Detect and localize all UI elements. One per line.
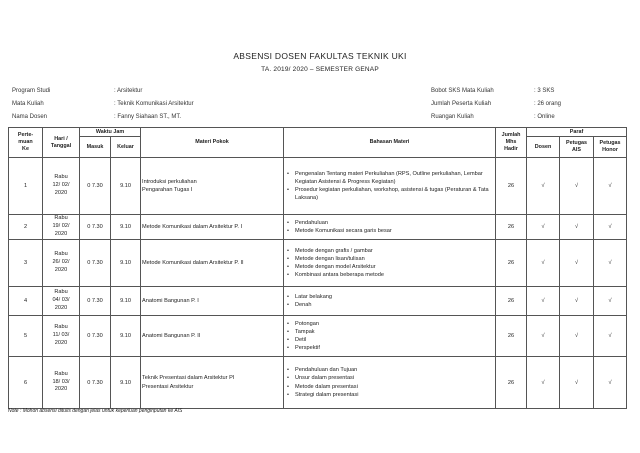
bahasan-list	[285, 247, 494, 279]
paraf-dosen-check: √	[527, 287, 560, 316]
bahasan-list	[285, 170, 494, 202]
footer-note: Note : Mohon absensi ditulis dengan jelas untuk keperluan penginputan ke AIS	[8, 408, 183, 414]
materi-pokok-line: Metode Komunikasi dalam Arsitektur P. II	[142, 259, 244, 266]
time-in: 0 7.30	[80, 316, 111, 357]
paraf-ais-check: √	[560, 158, 594, 215]
materi-pokok-line: Metode Komunikasi dalam Arsitektur P. I	[142, 223, 243, 230]
jumlah-hadir: 26	[496, 316, 527, 357]
bahasan-materi-cell	[284, 240, 496, 287]
time-in: 0 7.30	[80, 287, 111, 316]
pertemuan-number: 4	[9, 287, 43, 316]
time-out: 9.10	[111, 316, 141, 357]
pertemuan-number: 5	[9, 316, 43, 357]
paraf-honor-check: √	[594, 158, 627, 215]
header-pertemuan: Perte- muan Ke	[9, 128, 43, 158]
materi-pokok-line: Anatomi Bangunan P. I	[142, 297, 199, 304]
header-masuk: Masuk	[80, 137, 111, 158]
bahasan-list	[285, 219, 494, 235]
jumlah-hadir: 26	[496, 158, 527, 215]
time-in: 0 7.30	[80, 215, 111, 240]
table-row	[9, 316, 627, 357]
header-jumlah-mhs: Jumlah Mhs Hadir	[496, 128, 527, 158]
paraf-dosen-check: √	[527, 215, 560, 240]
paraf-honor-check: √	[594, 316, 627, 357]
attendance-table	[8, 127, 627, 409]
paraf-honor-check: √	[594, 215, 627, 240]
materi-pokok-cell	[141, 158, 284, 215]
bahasan-item: • Metode dengan model Arsitektur	[285, 263, 494, 271]
ruangan-kuliah-label: Ruangan Kuliah	[431, 114, 474, 120]
bahasan-materi-cell	[284, 357, 496, 409]
bahasan-item: • Metode dengan grafis / gambar	[285, 247, 494, 255]
nama-dosen-label: Nama Dosen	[12, 114, 48, 120]
bahasan-item: • Unsur dalam presentasi	[285, 374, 494, 382]
document-subtitle: TA. 2019/ 2020 – SEMESTER GENAP	[261, 66, 379, 73]
header-paraf: Paraf	[527, 128, 627, 137]
paraf-ais-check: √	[560, 287, 594, 316]
table-row	[9, 357, 627, 409]
document-title: ABSENSI DOSEN FAKULTAS TEKNIK UKI	[233, 51, 407, 61]
materi-pokok-cell	[141, 357, 284, 409]
time-in: 0 7.30	[80, 357, 111, 409]
paraf-dosen-check: √	[527, 357, 560, 409]
bahasan-item: • Pengenalan Tentang materi Perkuliahan (RPS, Outline perkuliahan, Lembar Kegiatan Asistensi & Progress Kegiatan)	[285, 170, 494, 186]
header-hari-tanggal: Hari / Tanggal	[43, 128, 80, 158]
header-petugas-ais: Petugas AIS	[560, 137, 594, 158]
time-out: 9.10	[111, 215, 141, 240]
session-date: Rabu 19/ 02/ 2020	[43, 215, 80, 240]
table-row	[9, 215, 627, 240]
bahasan-materi-cell	[284, 316, 496, 357]
paraf-honor-check: √	[594, 287, 627, 316]
table-row	[9, 287, 627, 316]
materi-pokok-cell	[141, 215, 284, 240]
materi-pokok-cell	[141, 287, 284, 316]
time-out: 9.10	[111, 357, 141, 409]
paraf-honor-check: √	[594, 357, 627, 409]
ruangan-kuliah-value: : Online	[534, 114, 555, 120]
bahasan-item: • Strategi dalam presentasi	[285, 391, 494, 399]
jumlah-hadir: 26	[496, 240, 527, 287]
time-out: 9.10	[111, 287, 141, 316]
program-studi-value: : Arsitektur	[114, 88, 143, 94]
bahasan-item: • Kombinasi antara beberapa metode	[285, 271, 494, 279]
materi-pokok-line: Pengarahan Tugas I	[142, 187, 193, 193]
paraf-ais-check: √	[560, 215, 594, 240]
bahasan-item: • Prosedur kegiatan perkuliahan, workshop, asistensi & tugas (Peraturan & Tata Laksana)	[285, 186, 494, 202]
header-keluar: Keluar	[111, 137, 141, 158]
materi-pokok-line: Introduksi perkuliahan	[142, 178, 197, 185]
jumlah-hadir: 26	[496, 357, 527, 409]
materi-pokok-line: Anatomi Bangunan P. II	[142, 332, 201, 339]
bahasan-materi-cell	[284, 158, 496, 215]
jumlah-peserta-label: Jumlah Peserta Kuliah	[431, 101, 492, 107]
session-date: Rabu 11/ 03/ 2020	[43, 316, 80, 357]
header-bahasan-materi: Bahasan Materi	[284, 128, 496, 158]
pertemuan-number: 6	[9, 357, 43, 409]
jumlah-hadir: 26	[496, 215, 527, 240]
paraf-dosen-check: √	[527, 158, 560, 215]
bahasan-item: • Metode Komunikasi secara garis besar	[285, 227, 494, 235]
bahasan-list	[285, 366, 494, 398]
materi-pokok-line: Presentasi Arsitektur	[142, 383, 194, 390]
table-row	[9, 158, 627, 215]
header-waktu-jam: Waktu Jam	[80, 128, 141, 137]
bahasan-item: • Pendahuluan	[285, 219, 494, 227]
bahasan-item: • Metode dalam presentasi	[285, 383, 494, 391]
header-materi-pokok: Materi Pokok	[141, 128, 284, 158]
bahasan-item: • Perspektif	[285, 344, 494, 352]
mata-kuliah-value: : Teknik Komunikasi Arsitektur	[114, 101, 194, 107]
paraf-dosen-check: √	[527, 240, 560, 287]
session-date: Rabu 04/ 03/ 2020	[43, 287, 80, 316]
pertemuan-number: 1	[9, 158, 43, 215]
time-out: 9.10	[111, 158, 141, 215]
bahasan-item: • Metode dengan lisan/tulisan	[285, 255, 494, 263]
header-petugas-honor: Petugas Honor	[594, 137, 627, 158]
mata-kuliah-label: Mata Kuliah	[12, 101, 44, 107]
paraf-ais-check: √	[560, 240, 594, 287]
pertemuan-number: 3	[9, 240, 43, 287]
bahasan-item: • Denah	[285, 301, 494, 309]
session-date: Rabu 12/ 02/ 2020	[43, 158, 80, 215]
pertemuan-number: 2	[9, 215, 43, 240]
materi-pokok-cell	[141, 240, 284, 287]
bahasan-item: • Potongan	[285, 320, 494, 328]
bahasan-list	[285, 320, 494, 352]
bahasan-item: • Pendahuluan dan Tujuan	[285, 366, 494, 374]
bahasan-item: • Detil	[285, 336, 494, 344]
paraf-dosen-check: √	[527, 316, 560, 357]
nama-dosen-value: : Fanny Siahaan ST., MT.	[114, 114, 182, 120]
table-row	[9, 240, 627, 287]
bobot-sks-label: Bobot SKS Mata Kuliah	[431, 88, 494, 94]
time-in: 0 7.30	[80, 240, 111, 287]
session-date: Rabu 26/ 02/ 2020	[43, 240, 80, 287]
time-in: 0 7.30	[80, 158, 111, 215]
bobot-sks-value: : 3 SKS	[534, 88, 555, 94]
time-out: 9.10	[111, 240, 141, 287]
bahasan-item: • Tampak	[285, 328, 494, 336]
materi-pokok-cell	[141, 316, 284, 357]
bahasan-materi-cell	[284, 215, 496, 240]
paraf-honor-check: √	[594, 240, 627, 287]
jumlah-peserta-value: : 26 orang	[534, 101, 562, 107]
bahasan-item: • Latar belakang	[285, 293, 494, 301]
paraf-ais-check: √	[560, 357, 594, 409]
paraf-ais-check: √	[560, 316, 594, 357]
header-dosen: Dosen	[527, 137, 560, 158]
program-studi-label: Program Studi	[12, 88, 51, 94]
session-date: Rabu 18/ 03/ 2020	[43, 357, 80, 409]
bahasan-list	[285, 293, 494, 309]
materi-pokok-line: Teknik Presentasi dalam Arsitektur PI	[142, 375, 235, 382]
jumlah-hadir: 26	[496, 287, 527, 316]
bahasan-materi-cell	[284, 287, 496, 316]
